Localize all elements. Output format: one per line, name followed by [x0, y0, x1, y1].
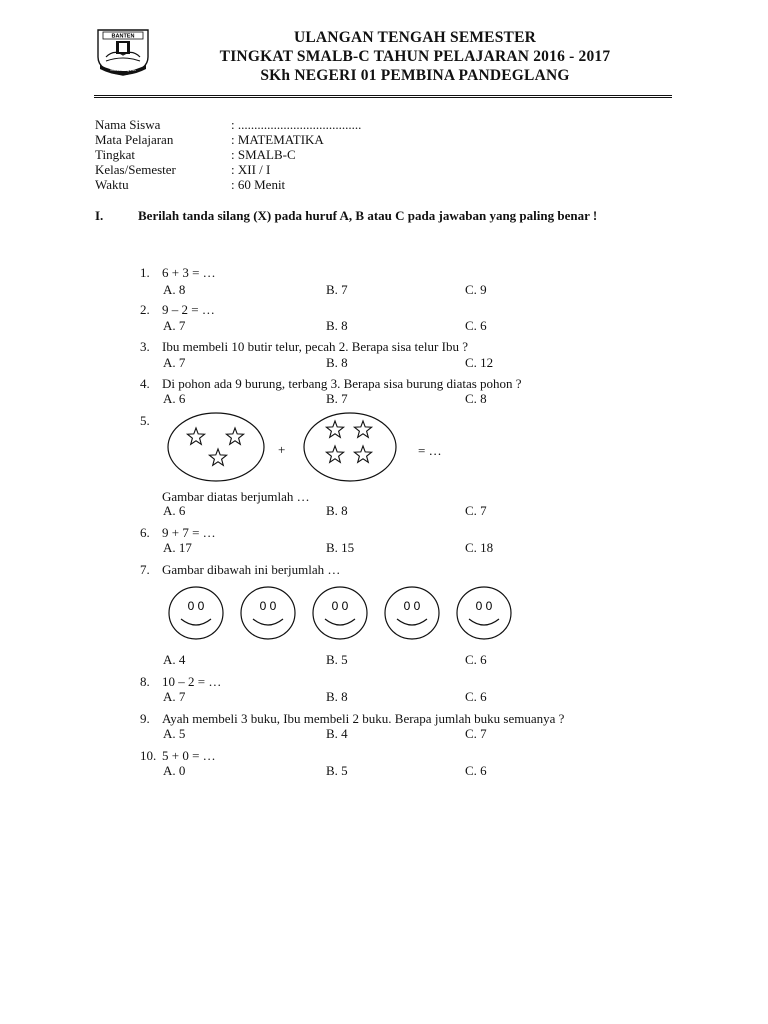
question-text: 10 – 2 = …: [162, 674, 222, 689]
info-value: : 60 Menit: [231, 177, 286, 192]
option-b: B. 7: [326, 391, 348, 406]
option-c: C. 7: [465, 726, 487, 741]
question-text: 5 + 0 = …: [162, 748, 216, 763]
info-label: Kelas/Semester: [95, 162, 176, 177]
exam-header: [160, 28, 670, 85]
star-icon: [187, 428, 204, 444]
question-text: Ayah membeli 3 buku, Ibu membeli 2 buku. Berapa jumlah buku semuanya ?: [162, 711, 565, 726]
option-a: A. 8: [163, 282, 186, 297]
question-text: 9 – 2 = …: [162, 302, 215, 317]
option-c: C. 12: [465, 355, 494, 370]
instruction-text: Berilah tanda silang (X) pada huruf A, B atau C pada jawaban yang paling benar !: [138, 208, 598, 223]
option-b: B. 8: [326, 503, 348, 518]
question-number: 7.: [140, 562, 150, 577]
header-rule-top: [94, 95, 672, 96]
info-value: : ......................................: [231, 117, 362, 132]
star-icon: [326, 421, 343, 437]
smiley-face-icon: [385, 587, 439, 639]
option-c: C. 18: [465, 540, 494, 555]
option-a: A. 6: [163, 391, 186, 406]
question-text: Gambar diatas berjumlah …: [162, 489, 310, 504]
smiley-face-icon: [457, 587, 511, 639]
option-c: C. 6: [465, 318, 487, 333]
question-number: 1.: [140, 265, 150, 280]
question-number: 9.: [140, 711, 150, 726]
info-row-level: [95, 147, 361, 162]
smiley-face-icon: [241, 587, 295, 639]
info-row-class: [95, 162, 361, 177]
info-label: Nama Siswa: [95, 117, 161, 132]
face-eyes: 0 0: [403, 599, 421, 613]
info-label: Tingkat: [95, 147, 135, 162]
student-info: [95, 117, 361, 192]
star-icon: [226, 428, 243, 444]
option-a: A. 4: [163, 652, 186, 667]
info-value: : SMALB-C: [231, 147, 296, 162]
header-title: ULANGAN TENGAH SEMESTER: [293, 29, 537, 46]
option-a: A. 0: [163, 763, 186, 778]
option-b: B. 5: [326, 763, 348, 778]
info-row-subject: [95, 132, 361, 147]
option-b: B. 15: [326, 540, 355, 555]
option-c: C. 6: [465, 652, 487, 667]
question-number: 3.: [140, 339, 150, 354]
info-row-name: [95, 117, 361, 132]
option-b: B. 4: [326, 726, 348, 741]
equals-sign: = …: [418, 443, 442, 458]
question-number: 6.: [140, 525, 150, 540]
smiley-face-icon: [169, 587, 223, 639]
face-eyes: 0 0: [259, 599, 277, 613]
option-a: A. 7: [163, 355, 186, 370]
option-a: A. 17: [163, 540, 192, 555]
figure-5-star-groups: [160, 410, 460, 488]
info-label: Waktu: [95, 177, 129, 192]
plus-sign: +: [278, 442, 286, 457]
logo-top-text: BANTEN: [111, 33, 135, 40]
question-text: 6 + 3 = …: [162, 265, 216, 280]
logo-bottom-text: IMAN TAQWA: [110, 67, 136, 72]
option-c: C. 8: [465, 391, 487, 406]
option-c: C. 6: [465, 689, 487, 704]
info-label: Mata Pelajaran: [95, 132, 174, 147]
banten-emblem-icon: [94, 27, 152, 77]
option-c: C. 7: [465, 503, 487, 518]
star-icon: [209, 449, 226, 465]
face-eyes: 0 0: [475, 599, 493, 613]
header-level-year: TINGKAT SMALB-C TAHUN PELAJARAN 2016 - 2017: [219, 48, 611, 65]
option-a: A. 6: [163, 503, 186, 518]
figure-7-smiley-faces: [160, 585, 540, 641]
question-number: 5.: [140, 413, 150, 428]
option-b: B. 8: [326, 318, 348, 333]
option-a: A. 7: [163, 318, 186, 333]
star-icon: [326, 446, 343, 462]
question-number: 2.: [140, 302, 150, 317]
question-text: Gambar dibawah ini berjumlah …: [162, 562, 341, 577]
right-star-group: [304, 413, 396, 481]
star-icon: [354, 421, 371, 437]
question-number: 10.: [140, 748, 157, 763]
question-number: 4.: [140, 376, 150, 391]
option-b: B. 8: [326, 689, 348, 704]
header-rule-bottom: [94, 97, 672, 98]
question-text: Di pohon ada 9 burung, terbang 3. Berapa sisa burung diatas pohon ?: [162, 376, 522, 391]
star-icon: [354, 446, 371, 462]
option-b: B. 5: [326, 652, 348, 667]
question-text: Ibu membeli 10 butir telur, pecah 2. Berapa sisa telur Ibu ?: [162, 339, 468, 354]
option-b: B. 8: [326, 355, 348, 370]
section-number: I.: [95, 208, 104, 223]
face-eyes: 0 0: [187, 599, 205, 613]
smiley-face-icon: [313, 587, 367, 639]
option-a: A. 7: [163, 689, 186, 704]
option-c: C. 6: [465, 763, 487, 778]
info-value: : XII / I: [231, 162, 271, 177]
option-c: C. 9: [465, 282, 487, 297]
question-number: 8.: [140, 674, 150, 689]
question-text: 9 + 7 = …: [162, 525, 216, 540]
face-eyes: 0 0: [331, 599, 349, 613]
option-a: A. 5: [163, 726, 186, 741]
left-star-group: [168, 413, 264, 481]
header-school: SKh NEGERI 01 PEMBINA PANDEGLANG: [260, 67, 570, 84]
info-value: : MATEMATIKA: [231, 132, 324, 147]
info-row-time: [95, 177, 361, 192]
option-b: B. 7: [326, 282, 348, 297]
